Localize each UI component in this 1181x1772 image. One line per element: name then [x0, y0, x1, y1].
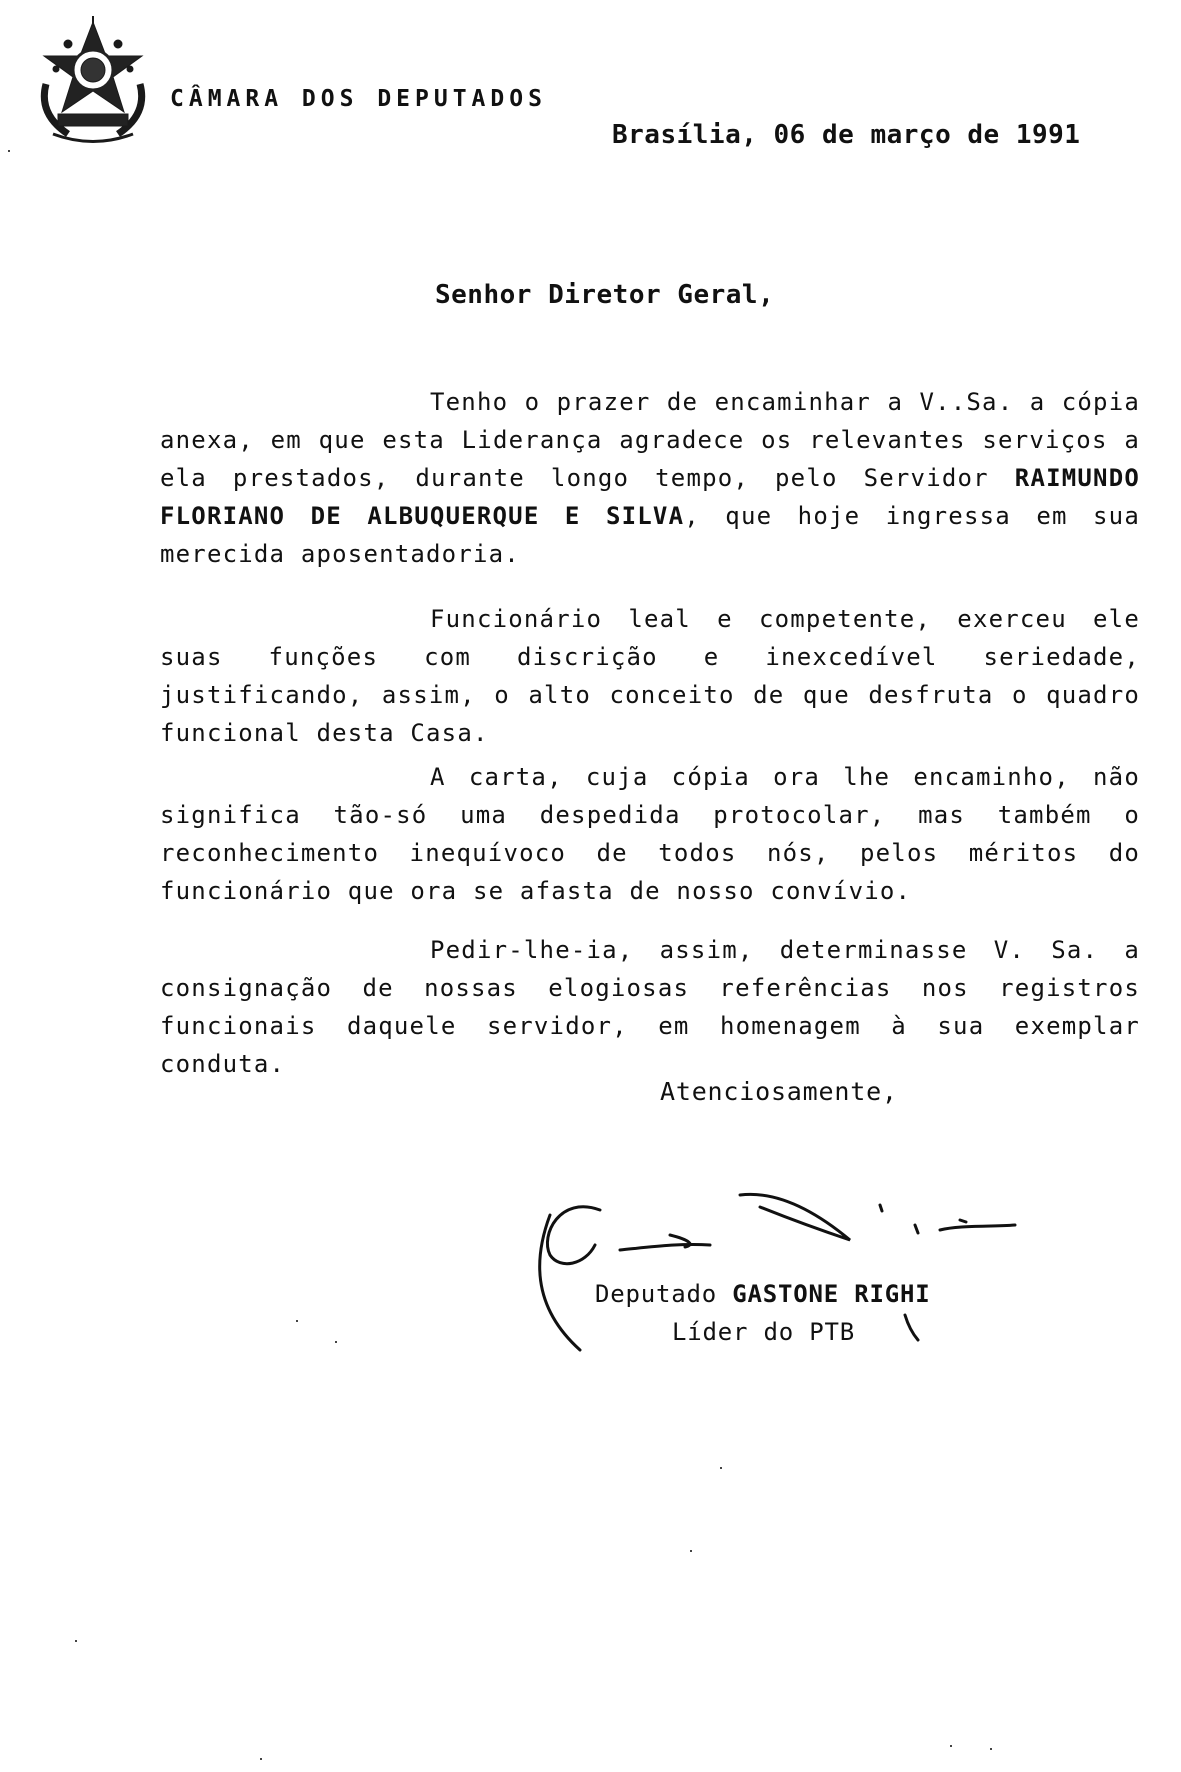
- paragraph-3-text: A carta, cuja cópia ora lhe encaminho, não significa tão-só uma despedida protocolar, mas também o reconhecimento inequívoco de todos nós, pelos méritos do funcionário que ora se afasta de nosso convívio.: [160, 763, 1140, 905]
- paragraph-1-text-end: , que hoje ingressa em sua merecida aposentadoria.: [160, 502, 1140, 568]
- closing: Atenciosamente,: [660, 1077, 898, 1106]
- scan-speck: [296, 1320, 298, 1322]
- paragraph-2-text: Funcionário leal e competente, exerceu ele suas funções com discrição e inexcedível seriedade, justificando, assim, o alto conceito de que desfruta o quadro funcional desta Casa.: [160, 605, 1140, 747]
- paragraph-4: [160, 931, 1140, 1083]
- paragraph-2: [160, 600, 1140, 752]
- scan-speck: [720, 1467, 722, 1469]
- scan-speck: [950, 1745, 952, 1747]
- signer-prefix: Deputado: [595, 1280, 717, 1308]
- salutation: Senhor Diretor Geral,: [435, 280, 775, 310]
- scan-speck: [335, 1341, 337, 1343]
- institution-name: CÂMARA DOS DEPUTADOS: [170, 86, 547, 112]
- employee-name: RAIMUNDO FLORIANO DE ALBUQUERQUE E SILVA: [160, 464, 1140, 530]
- scan-speck: [990, 1748, 992, 1750]
- paragraph-1: [160, 383, 1140, 573]
- scan-speck: [690, 1550, 692, 1552]
- signer-surname: GASTONE RIGHI: [732, 1280, 931, 1308]
- paragraph-1-text-start: Tenho o prazer de encaminhar a V..Sa. a cópia anexa, em que esta Liderança agradece os relevantes serviços a ela prestados, durante longo tempo, pelo Servidor: [160, 388, 1140, 492]
- paragraph-4-text: Pedir-lhe-ia, assim, determinasse V. Sa. a consignação de nossas elogiosas referências nos registros funcionais daquele servidor, em homenagem à sua exemplar conduta.: [160, 936, 1140, 1078]
- date-line: Brasília, 06 de março de 1991: [612, 120, 1081, 150]
- signer-name: [595, 1280, 931, 1308]
- coat-of-arms-seal: [28, 14, 158, 149]
- scan-speck: [260, 1758, 262, 1760]
- scan-speck: [75, 1640, 77, 1642]
- scan-speck: [8, 150, 10, 152]
- signer-title: Líder do PTB: [672, 1318, 855, 1346]
- paragraph-3: [160, 758, 1140, 910]
